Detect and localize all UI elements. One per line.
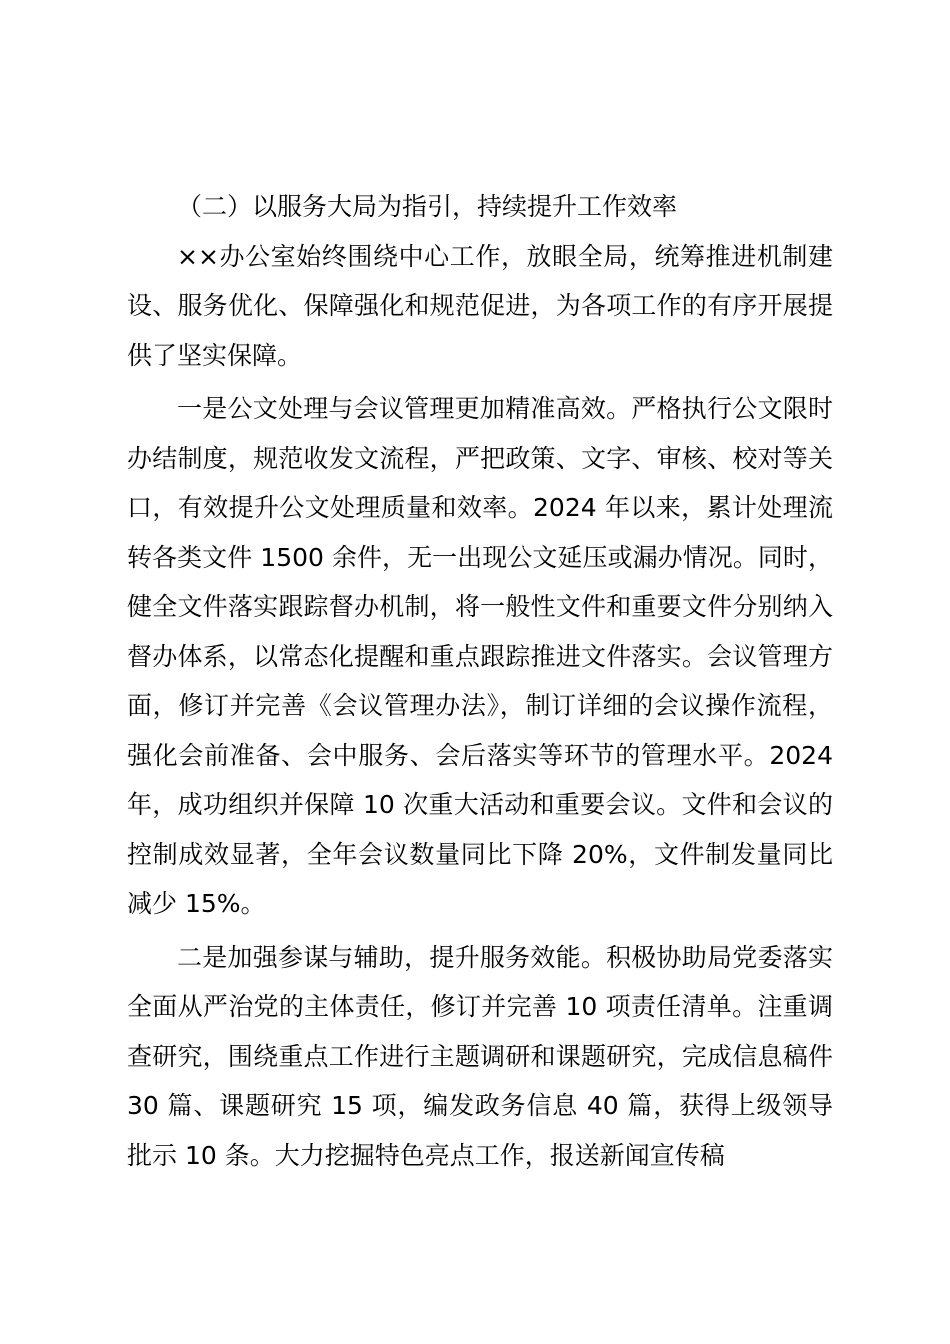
paragraph-overview: ××办公室始终围绕中心工作，放眼全局，统筹推进机制建设、服务优化、保障强化和规范促进，为各项工作的有序开展提供了坚实保障。: [127, 241, 833, 370]
section-heading: （二）以服务大局为指引，持续提升工作效率: [177, 192, 678, 221]
paragraph-document-meeting-management: 一是公文处理与会议管理更加精准高效。严格执行公文限时办结制度，规范收发文流程，严把政策、文字、审核、校对等关口，有效提升公文处理质量和效率。2024 年以来，累计处理流转各类文件 1500 余件，无一出现公文延压或漏办情况。同时，健全文件落实跟踪督办机制，将一般性文件和重要文件分别纳入督办体系，以常态化提醒和重点跟踪推进文件落实。会议管理方面，修订并完善《会议管理办法》，制订详细的会议操作流程，强化会前准备、会中服务、会后落实等环节的管理水平。2024 年，成功组织并保障 10 次重大活动和重要会议。文件和会议的控制成效显著，全年会议数量同比下降 20%，文件制发量同比减少 15%。: [127, 394, 833, 918]
paragraph-advisory-support: 二是加强参谋与辅助，提升服务效能。积极协助局党委落实全面从严治党的主体责任，修订并完善 10 项责任清单。注重调查研究，围绕重点工作进行主题调研和课题研究，完成信息稿件 30 篇、课题研究 15 项，编发政务信息 40 篇，获得上级领导批示 10 条。大力挖掘特色亮点工作，报送新闻宣传稿: [127, 942, 833, 1170]
document-page: [127, 182, 833, 1180]
